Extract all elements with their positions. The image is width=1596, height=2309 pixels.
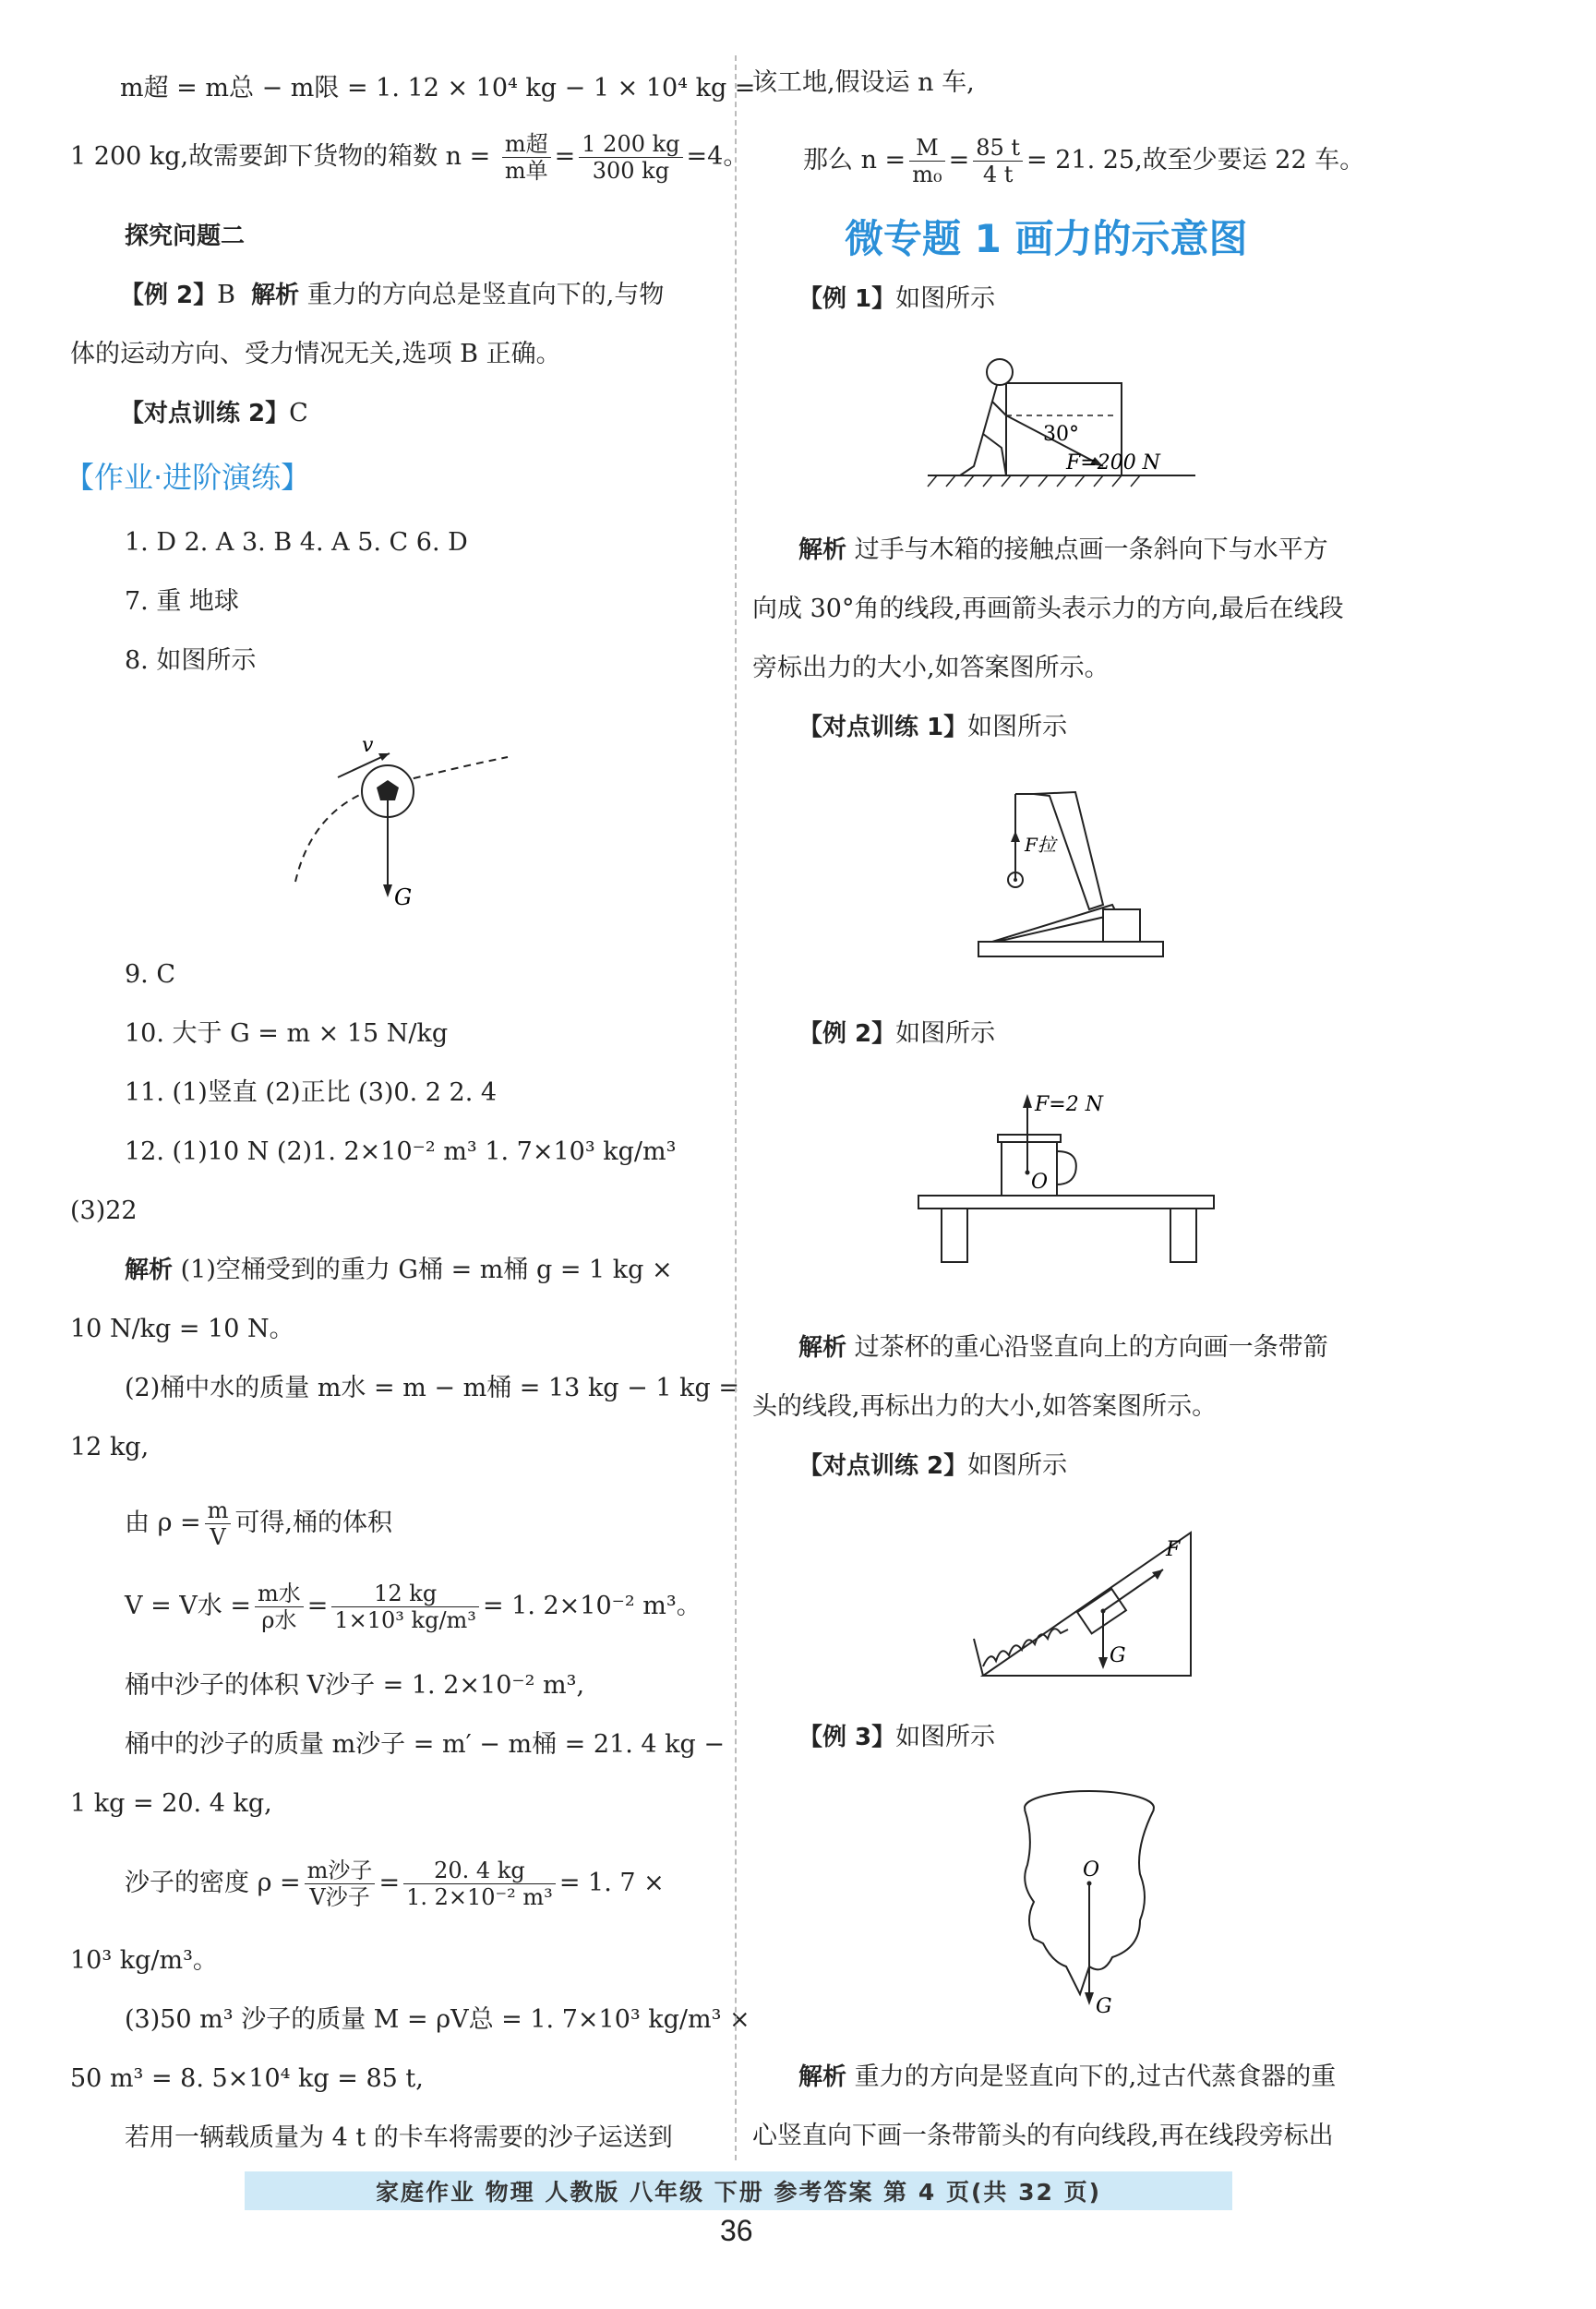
numerator: 85 t [973,135,1023,162]
calc-line: m超 = m总 − m限 = 1. 12 × 10⁴ kg − 1 × 10⁴ kg = [120,74,756,102]
denominator: V [210,1524,226,1550]
example-3-analysis [798,2059,1336,2096]
text: 过茶杯的重心沿竖直向上的方向画一条带箭 [854,1333,1328,1362]
label: 【对点训练 2】 [120,400,290,427]
solution-5: 桶中沙子的体积 V沙子 = 1. 2×10⁻² m³, [125,1671,585,1700]
solution-3 [125,1497,392,1550]
numerator: m超 [502,131,551,158]
analysis-label: 解析 [251,282,300,309]
fraction [305,1858,376,1910]
lever-figure [974,785,1186,969]
denominator: 300 kg [592,158,670,184]
fraction [973,135,1023,187]
solution-9: 若用一辆载质量为 4 t 的卡车将需要的沙子运送到 [125,2123,673,2152]
pull-force-label: F拉 [1025,834,1056,856]
text: 1 200 kg,故需要卸下货物的箱数 n = [70,142,491,171]
fraction [255,1581,304,1633]
example-2 [120,277,664,314]
training-2 [120,395,308,432]
text: = 21. 25,故至少要运 22 车。 [1026,146,1365,174]
analysis-label: 解析 [125,1257,174,1284]
fraction [205,1497,232,1550]
text: 由 ρ = [125,1509,201,1537]
answer-9: 9. C [125,960,176,989]
text: = [378,1869,401,1897]
example-2-analysis [798,1329,1328,1366]
answer-11: 11. (1)竖直 (2)正比 (3)0. 2 2. 4 [125,1078,498,1107]
text: = [948,146,970,174]
analysis-cont: 心竖直向下画一条带箭头的有向线段,再在线段旁标出 [752,2122,1334,2150]
fraction [502,131,551,184]
answers-1-6: 1. D 2. A 3. B 4. A 5. C 6. D [125,528,468,557]
answer: B [217,281,235,309]
truck-count-line [803,135,1364,187]
analysis-cont: 向成 30°角的线段,再画箭头表示力的方向,最后在线段 [752,595,1344,623]
analysis-cont: 旁标出力的大小,如答案图所示。 [752,654,1110,682]
solution-1 [125,1252,673,1289]
denominator: ρ水 [261,1607,297,1633]
answer: C [289,399,308,427]
text: 如图所示 [895,1019,996,1048]
example-3 [798,1719,995,1756]
center-label: O [1083,1858,1100,1882]
denominator: m单 [504,158,548,184]
analysis-label: 解析 [798,2063,847,2091]
label: 【例 1】 [798,285,896,313]
numerator: m沙子 [305,1858,376,1884]
text: 如图所示 [967,713,1068,741]
solution-6: 桶中的沙子的质量 m沙子 = m′ − m桶 = 21. 4 kg − [125,1730,726,1759]
answer-12-part3: (3)22 [70,1197,138,1225]
page-number: 36 [720,2214,753,2247]
solution-8: (3)50 m³ 沙子的质量 M = ρV总 = 1. 7×10³ kg/m³ × [125,2005,750,2034]
analysis-label: 解析 [798,536,847,564]
solution-2-cont: 12 kg, [70,1433,150,1461]
velocity-label: v [362,734,374,757]
example-2-cont: 体的运动方向、受力情况无关,选项 B 正确。 [70,340,561,368]
example-2-right [798,1016,995,1052]
text: 重力的方向是竖直向下的,过古代蒸食器的重 [854,2062,1337,2091]
numerator: m水 [255,1581,304,1607]
denominator: 1×10³ kg/m³ [334,1607,476,1633]
force-label: F=200 N [1066,451,1160,475]
fraction [579,131,682,184]
force-label: F [1166,1538,1181,1561]
cup-table-figure [909,1085,1232,1269]
fraction [403,1858,556,1910]
answer-10: 10. 大于 G = m × 15 N/kg [125,1019,449,1048]
text: 过手与木箱的接触点画一条斜向下与水平方 [854,535,1328,564]
solution-4 [125,1581,702,1633]
text: = 1. 2×10⁻² m³。 [482,1592,702,1620]
column-divider [735,55,737,2160]
text: (1)空桶受到的重力 G桶 = m桶 g = 1 kg × [180,1256,673,1284]
training-1 [798,709,1067,746]
gravity-label: G [1110,1644,1126,1667]
inquiry-heading: 探究问题二 [125,222,246,250]
numerator: M [909,135,944,162]
gravity-label: G [394,884,413,910]
denominator: V沙子 [309,1884,370,1910]
numerator: 1 200 kg [579,131,682,158]
text: = [554,142,576,171]
text: 沙子的密度 ρ = [125,1869,301,1897]
text: 如图所示 [895,284,996,313]
answer-7: 7. 重 地球 [125,587,239,616]
label: 【例 3】 [798,1724,896,1751]
solution-6-cont: 1 kg = 20. 4 kg, [70,1789,272,1818]
example-1-analysis [798,532,1328,569]
text: = 1. 7 × [558,1869,665,1897]
text: 如图所示 [967,1451,1068,1480]
answer-8: 8. 如图所示 [125,646,257,675]
solution-7 [125,1858,665,1910]
gravity-label: G [1096,1995,1112,2018]
solution-2: (2)桶中水的质量 m水 = m − m桶 = 13 kg − 1 kg = [125,1374,739,1402]
homework-title: 【作业·进阶演练】 [65,460,311,495]
numerator: 12 kg [331,1581,479,1607]
footer-bar: 家庭作业 物理 人教版 八年级 下册 参考答案 第 4 页(共 32 页) [245,2171,1232,2210]
text: 可得,桶的体积 [234,1509,393,1537]
solution-1-cont: 10 N/kg = 10 N。 [70,1315,294,1343]
center-label: O [1031,1171,1049,1194]
analysis-cont: 头的线段,再标出力的大小,如答案图所示。 [752,1392,1218,1421]
incline-spring-figure [965,1509,1205,1685]
analysis-label: 解析 [798,1334,847,1362]
text: 重力的方向总是竖直向下的,与物 [306,281,665,309]
label: 【对点训练 2】 [798,1452,968,1480]
denominator: 4 t [982,162,1014,187]
solution-8-cont: 50 m³ = 8. 5×10⁴ kg = 85 t, [70,2064,424,2093]
label: 【例 2】 [798,1020,896,1048]
solution-7-cont: 10³ kg/m³。 [70,1946,218,1975]
denominator: m₀ [912,162,942,187]
text: 如图所示 [895,1723,996,1751]
text: =4。 [686,142,749,171]
answer-12: 12. (1)10 N (2)1. 2×10⁻² m³ 1. 7×10³ kg/m³ [125,1137,677,1166]
numerator: m [205,1497,232,1524]
force-label: F=2 N [1035,1093,1103,1116]
continuation-line: 该工地,假设运 n 车, [752,68,975,97]
steamer-figure [1002,1782,1177,2022]
denominator: 1. 2×10⁻² m³ [406,1884,553,1910]
calc-line-2 [70,131,748,184]
fraction [909,135,944,187]
text: V = V水 = [125,1592,251,1620]
ball-gravity-figure [277,720,582,914]
angle-label: 30° [1043,423,1079,446]
training-2-right [798,1448,1067,1485]
numerator: 20. 4 kg [403,1858,556,1884]
label: 【对点训练 1】 [798,714,968,741]
label: 【例 2】 [120,282,218,309]
fraction [331,1581,479,1633]
text: 那么 n = [803,146,906,174]
example-1 [798,281,995,318]
push-box-figure [918,346,1223,494]
topic-title: 微专题 1 画力的示意图 [845,216,1248,261]
text: = [306,1592,329,1620]
